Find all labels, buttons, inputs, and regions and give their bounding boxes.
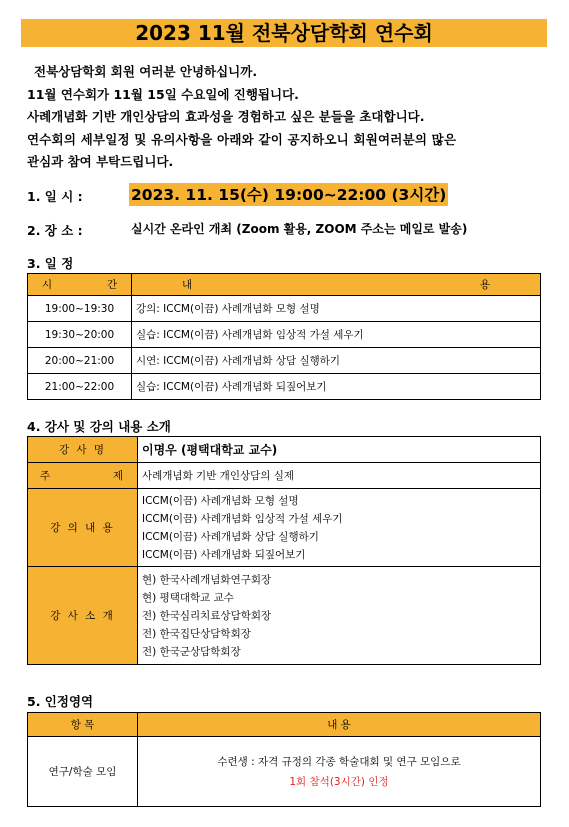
intro-line: 전북상담학회 회원 여러분 안녕하십니까. — [34, 64, 258, 79]
list-item: 전) 한국심리치료상담학회장 — [142, 609, 272, 622]
content-list — [138, 489, 541, 567]
table-row — [28, 322, 541, 348]
col-content-header: 내 용 — [138, 713, 541, 737]
lecturer-heading: 4. 강사 및 강의 내용 소개 — [27, 419, 171, 434]
content-cell: 시연: ICCM(이끔) 사례개념화 상담 실행하기 — [132, 348, 541, 374]
topic-value: 사례개념화 기반 개인상담의 실제 — [138, 463, 541, 489]
credit-content-highlight: 1회 참석(3시간) 인정 — [289, 775, 389, 788]
topic-label — [28, 463, 138, 489]
time-cell: 21:00~22:00 — [28, 374, 132, 400]
col-item-header: 항 목 — [28, 713, 138, 737]
col-time-header-part: 시 — [42, 279, 53, 291]
intro-line: 사례개념화 기반 개인상담의 효과성을 경험하고 싶은 분들을 초대합니다. — [27, 109, 425, 124]
col-time-header — [28, 274, 132, 296]
intro-line: 11월 연수회가 11월 15일 수요일에 진행됩니다. — [27, 86, 299, 102]
credit-content — [138, 737, 541, 807]
intro-list — [138, 567, 541, 665]
list-item: 전) 한국집단상담학회장 — [142, 627, 251, 640]
credit-heading: 5. 인정영역 — [27, 694, 94, 709]
schedule-heading: 3. 일 정 — [27, 256, 74, 271]
content-cell: 실습: ICCM(이끔) 사례개념화 임상적 가설 세우기 — [132, 322, 541, 348]
intro-label: 강 사 소 개 — [28, 567, 138, 665]
intro-line: 관심과 참여 부탁드립니다. — [27, 154, 174, 169]
list-item: ICCM(이끔) 사례개념화 되짚어보기 — [142, 548, 306, 561]
table-row — [28, 737, 541, 807]
table-row — [28, 374, 541, 400]
place-value: 실시간 온라인 개최 (Zoom 활용, ZOOM 주소는 메일로 발송) — [131, 222, 468, 236]
table-row — [28, 296, 541, 322]
topic-label-part: 주 — [40, 470, 53, 482]
time-cell: 19:00~19:30 — [28, 296, 132, 322]
list-item: ICCM(이끔) 사례개념화 상담 실행하기 — [142, 530, 319, 543]
date-value: 2023. 11. 15(수) 19:00~22:00 (3시간) — [129, 183, 448, 206]
col-content-header-part: 용 — [479, 279, 490, 291]
table-row — [28, 348, 541, 374]
time-cell: 19:30~20:00 — [28, 322, 132, 348]
list-item: ICCM(이끔) 사례개념화 임상적 가설 세우기 — [142, 512, 343, 525]
table-row — [28, 463, 541, 489]
list-item: 현) 한국사례개념화연구회장 — [142, 573, 272, 586]
content-cell: 실습: ICCM(이끔) 사례개념화 되짚어보기 — [132, 374, 541, 400]
list-item: 현) 평택대학교 교수 — [142, 591, 234, 604]
lecturer-name-label: 강 사 명 — [28, 437, 138, 463]
lecturer-table — [27, 436, 541, 665]
date-label: 1. 일 시 : — [27, 189, 83, 204]
schedule-table — [27, 273, 541, 400]
table-row — [28, 437, 541, 463]
col-content-header — [132, 274, 541, 296]
intro-line: 연수회의 세부일정 및 유의사항을 아래와 같이 공지하오니 회원여러분의 많은 — [27, 131, 457, 147]
content-label: 강 의 내 용 — [28, 489, 138, 567]
list-item: ICCM(이끔) 사례개념화 모형 설명 — [142, 494, 299, 507]
table-row — [28, 489, 541, 567]
credit-content-line: 수련생 : 자격 규정의 각종 학술대회 및 연구 모임으로 — [217, 755, 461, 768]
credit-item: 연구/학술 모임 — [28, 737, 138, 807]
time-cell: 20:00~21:00 — [28, 348, 132, 374]
table-row — [28, 567, 541, 665]
list-item: 전) 한국군상담학회장 — [142, 645, 241, 658]
table-header-row — [28, 713, 541, 737]
place-label: 2. 장 소 : — [27, 223, 83, 238]
col-content-header-part: 내 — [182, 279, 193, 291]
intro-text — [27, 61, 547, 174]
col-time-header-part: 간 — [106, 279, 117, 291]
content-cell: 강의: ICCM(이끔) 사례개념화 모형 설명 — [132, 296, 541, 322]
credit-table — [27, 712, 541, 807]
page-title: 2023 11월 전북상담학회 연수회 — [21, 19, 547, 47]
lecturer-name-value: 이명우 (평택대학교 교수) — [138, 437, 541, 463]
topic-label-part: 제 — [112, 470, 125, 482]
table-header-row — [28, 274, 541, 296]
